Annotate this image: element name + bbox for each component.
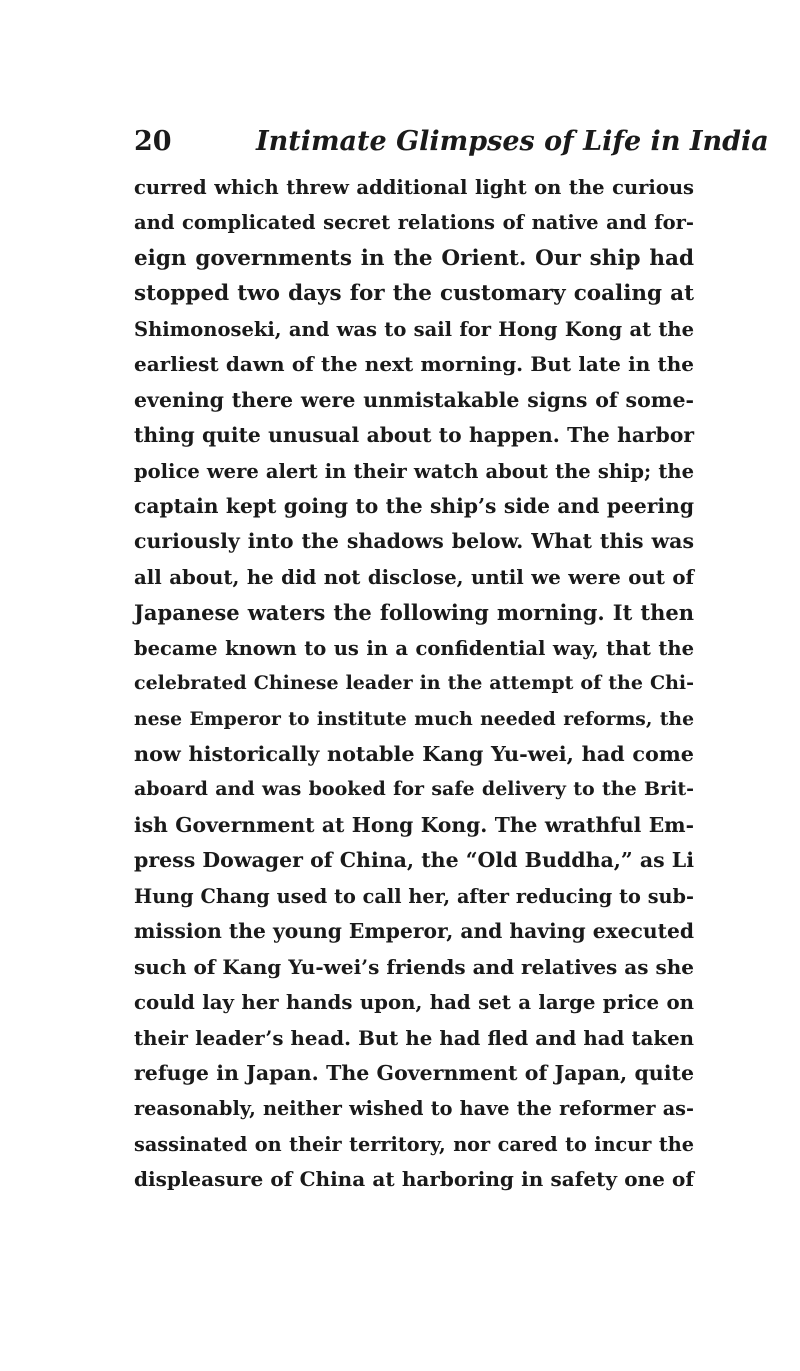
text-line: Hung Chang used to call her, after reducing to sub- (134, 884, 694, 908)
text-line: mission the young Emperor, and having executed (134, 919, 694, 944)
text-line: refuge in Japan. The Government of Japan, quite (134, 1060, 694, 1085)
text-line: and complicated secret relations of native and for- (134, 211, 694, 235)
page-number: 20 (134, 126, 172, 157)
text-line: captain kept going to the ship’s side and peering (134, 493, 694, 518)
text-line: nese Emperor to institute much needed reforms, the (134, 707, 694, 730)
text-line: now historically notable Kang Yu-wei, had come (134, 742, 694, 766)
text-line: stopped two days for the customary coaling at (134, 281, 694, 307)
text-line: press Dowager of China, the “Old Buddha,” as Li (134, 848, 694, 873)
body-text (134, 170, 694, 1198)
running-head (134, 122, 769, 162)
text-line: Japanese waters the following morning. It then (134, 600, 694, 626)
text-line: all about, he did not disclose, until we were out of (134, 564, 694, 589)
text-line: curred which threw additional light on the curious (134, 176, 694, 199)
text-line: reasonably, neither wished to have the reformer as- (134, 1097, 694, 1121)
text-line: Shimonoseki, and was to sail for Hong Kong at the (134, 317, 694, 341)
text-line: police were alert in their watch about the ship; the (134, 459, 694, 483)
text-line: eign governments in the Orient. Our ship had (134, 245, 694, 271)
text-line: sassinated on their territory, nor cared to incur the (134, 1132, 694, 1156)
text-line: evening there were unmistakable signs of some- (134, 387, 694, 412)
text-line: became known to us in a confidential way, that the (134, 636, 694, 660)
text-line: such of Kang Yu-wei’s friends and relatives as she (134, 954, 694, 979)
running-title: Intimate Glimpses of Life in India (256, 126, 769, 157)
text-line: thing quite unusual about to happen. The harbor (134, 423, 694, 448)
text-line: their leader’s head. But he had fled and had taken (134, 1025, 694, 1050)
text-line: could lay her hands upon, had set a large price on (134, 990, 694, 1015)
text-line: curiously into the shadows below. What this was (134, 529, 694, 554)
text-line: ish Government at Hong Kong. The wrathful Em- (134, 812, 694, 837)
text-line: celebrated Chinese leader in the attempt of the Chi- (134, 672, 694, 695)
text-line: earliest dawn of the next morning. But late in the (134, 352, 694, 377)
text-line: aboard and was booked for safe delivery to the Brit- (134, 778, 694, 801)
text-line: displeasure of China at harboring in safety one of (134, 1167, 694, 1192)
